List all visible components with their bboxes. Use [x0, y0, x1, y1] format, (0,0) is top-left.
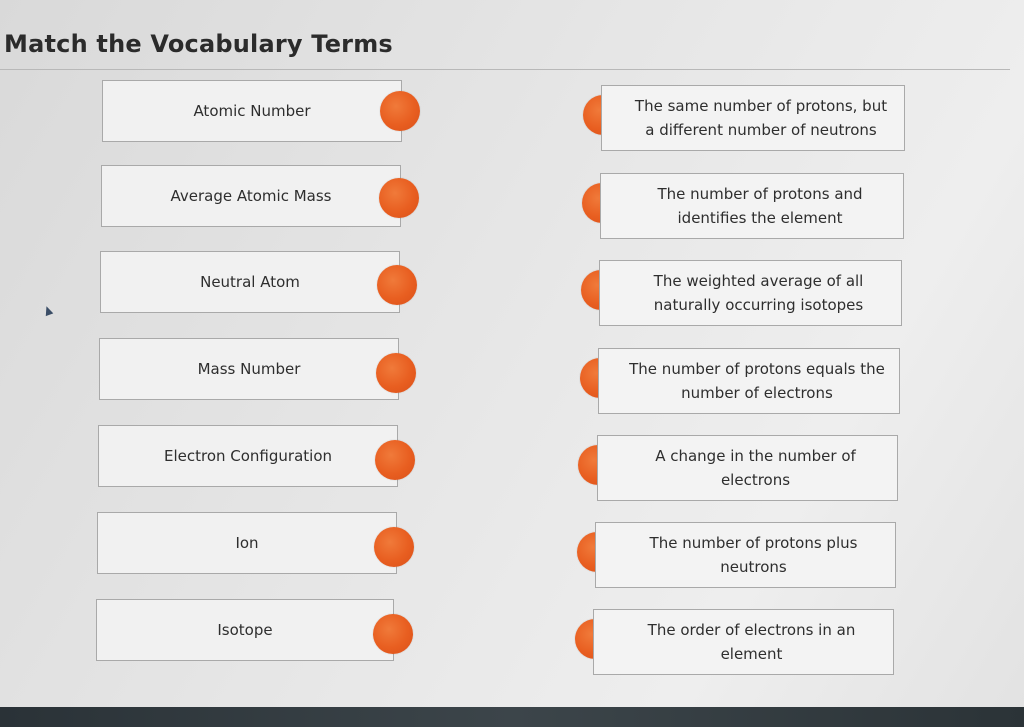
term-connector-dot[interactable] — [380, 91, 420, 131]
term-label: Average Atomic Mass — [170, 187, 332, 205]
definition-line-2: number of electrons — [681, 384, 833, 402]
definition-card[interactable] — [595, 522, 896, 588]
definition-card[interactable] — [601, 85, 905, 151]
term-label: Ion — [235, 534, 259, 552]
term-connector-dot[interactable] — [376, 353, 416, 393]
page-title: Match the Vocabulary Terms — [4, 30, 393, 58]
definition-line-1: The number of protons plus — [649, 534, 858, 552]
definition-line-1: A change in the number of — [655, 447, 856, 465]
term-label: Neutral Atom — [200, 273, 300, 291]
match-row — [0, 425, 1024, 495]
term-label: Atomic Number — [193, 102, 311, 120]
term-label: Isotope — [217, 621, 273, 639]
definition-line-2: neutrons — [720, 558, 787, 576]
term-card[interactable] — [96, 599, 394, 661]
definition-line-2: identifies the element — [677, 209, 843, 227]
definition-card[interactable] — [598, 348, 900, 414]
term-connector-dot[interactable] — [374, 527, 414, 567]
term-connector-dot[interactable] — [375, 440, 415, 480]
definition-line-2: element — [720, 645, 783, 663]
term-card[interactable] — [97, 512, 397, 574]
definition-card[interactable] — [597, 435, 898, 501]
definition-line-1: The same number of protons, but — [634, 97, 888, 115]
title-divider — [0, 69, 1010, 70]
definition-line-1: The weighted average of all — [653, 272, 864, 290]
term-card[interactable] — [99, 338, 399, 400]
match-row — [0, 251, 1024, 321]
term-card[interactable] — [102, 80, 402, 142]
definition-line-1: The number of protons and — [657, 185, 863, 203]
definition-line-2: electrons — [720, 471, 791, 489]
term-card[interactable] — [101, 165, 401, 227]
definition-card[interactable] — [593, 609, 894, 675]
match-row — [0, 338, 1024, 408]
definition-line-2: naturally occurring isotopes — [653, 296, 864, 314]
definition-line-1: The order of electrons in an — [647, 621, 856, 639]
definition-card[interactable] — [600, 173, 904, 239]
screen-bottom-bezel — [0, 707, 1024, 727]
term-label: Mass Number — [197, 360, 301, 378]
term-card[interactable] — [100, 251, 400, 313]
term-connector-dot[interactable] — [373, 614, 413, 654]
match-row — [0, 511, 1024, 581]
definition-line-1: The number of protons equals the — [629, 360, 885, 378]
match-row — [0, 78, 1024, 148]
match-row — [0, 165, 1024, 235]
term-card[interactable] — [98, 425, 398, 487]
term-connector-dot[interactable] — [377, 265, 417, 305]
definition-card[interactable] — [599, 260, 902, 326]
match-row — [0, 598, 1024, 668]
term-connector-dot[interactable] — [379, 178, 419, 218]
term-label: Electron Configuration — [163, 447, 333, 465]
definition-line-2: a different number of neutrons — [645, 121, 877, 139]
